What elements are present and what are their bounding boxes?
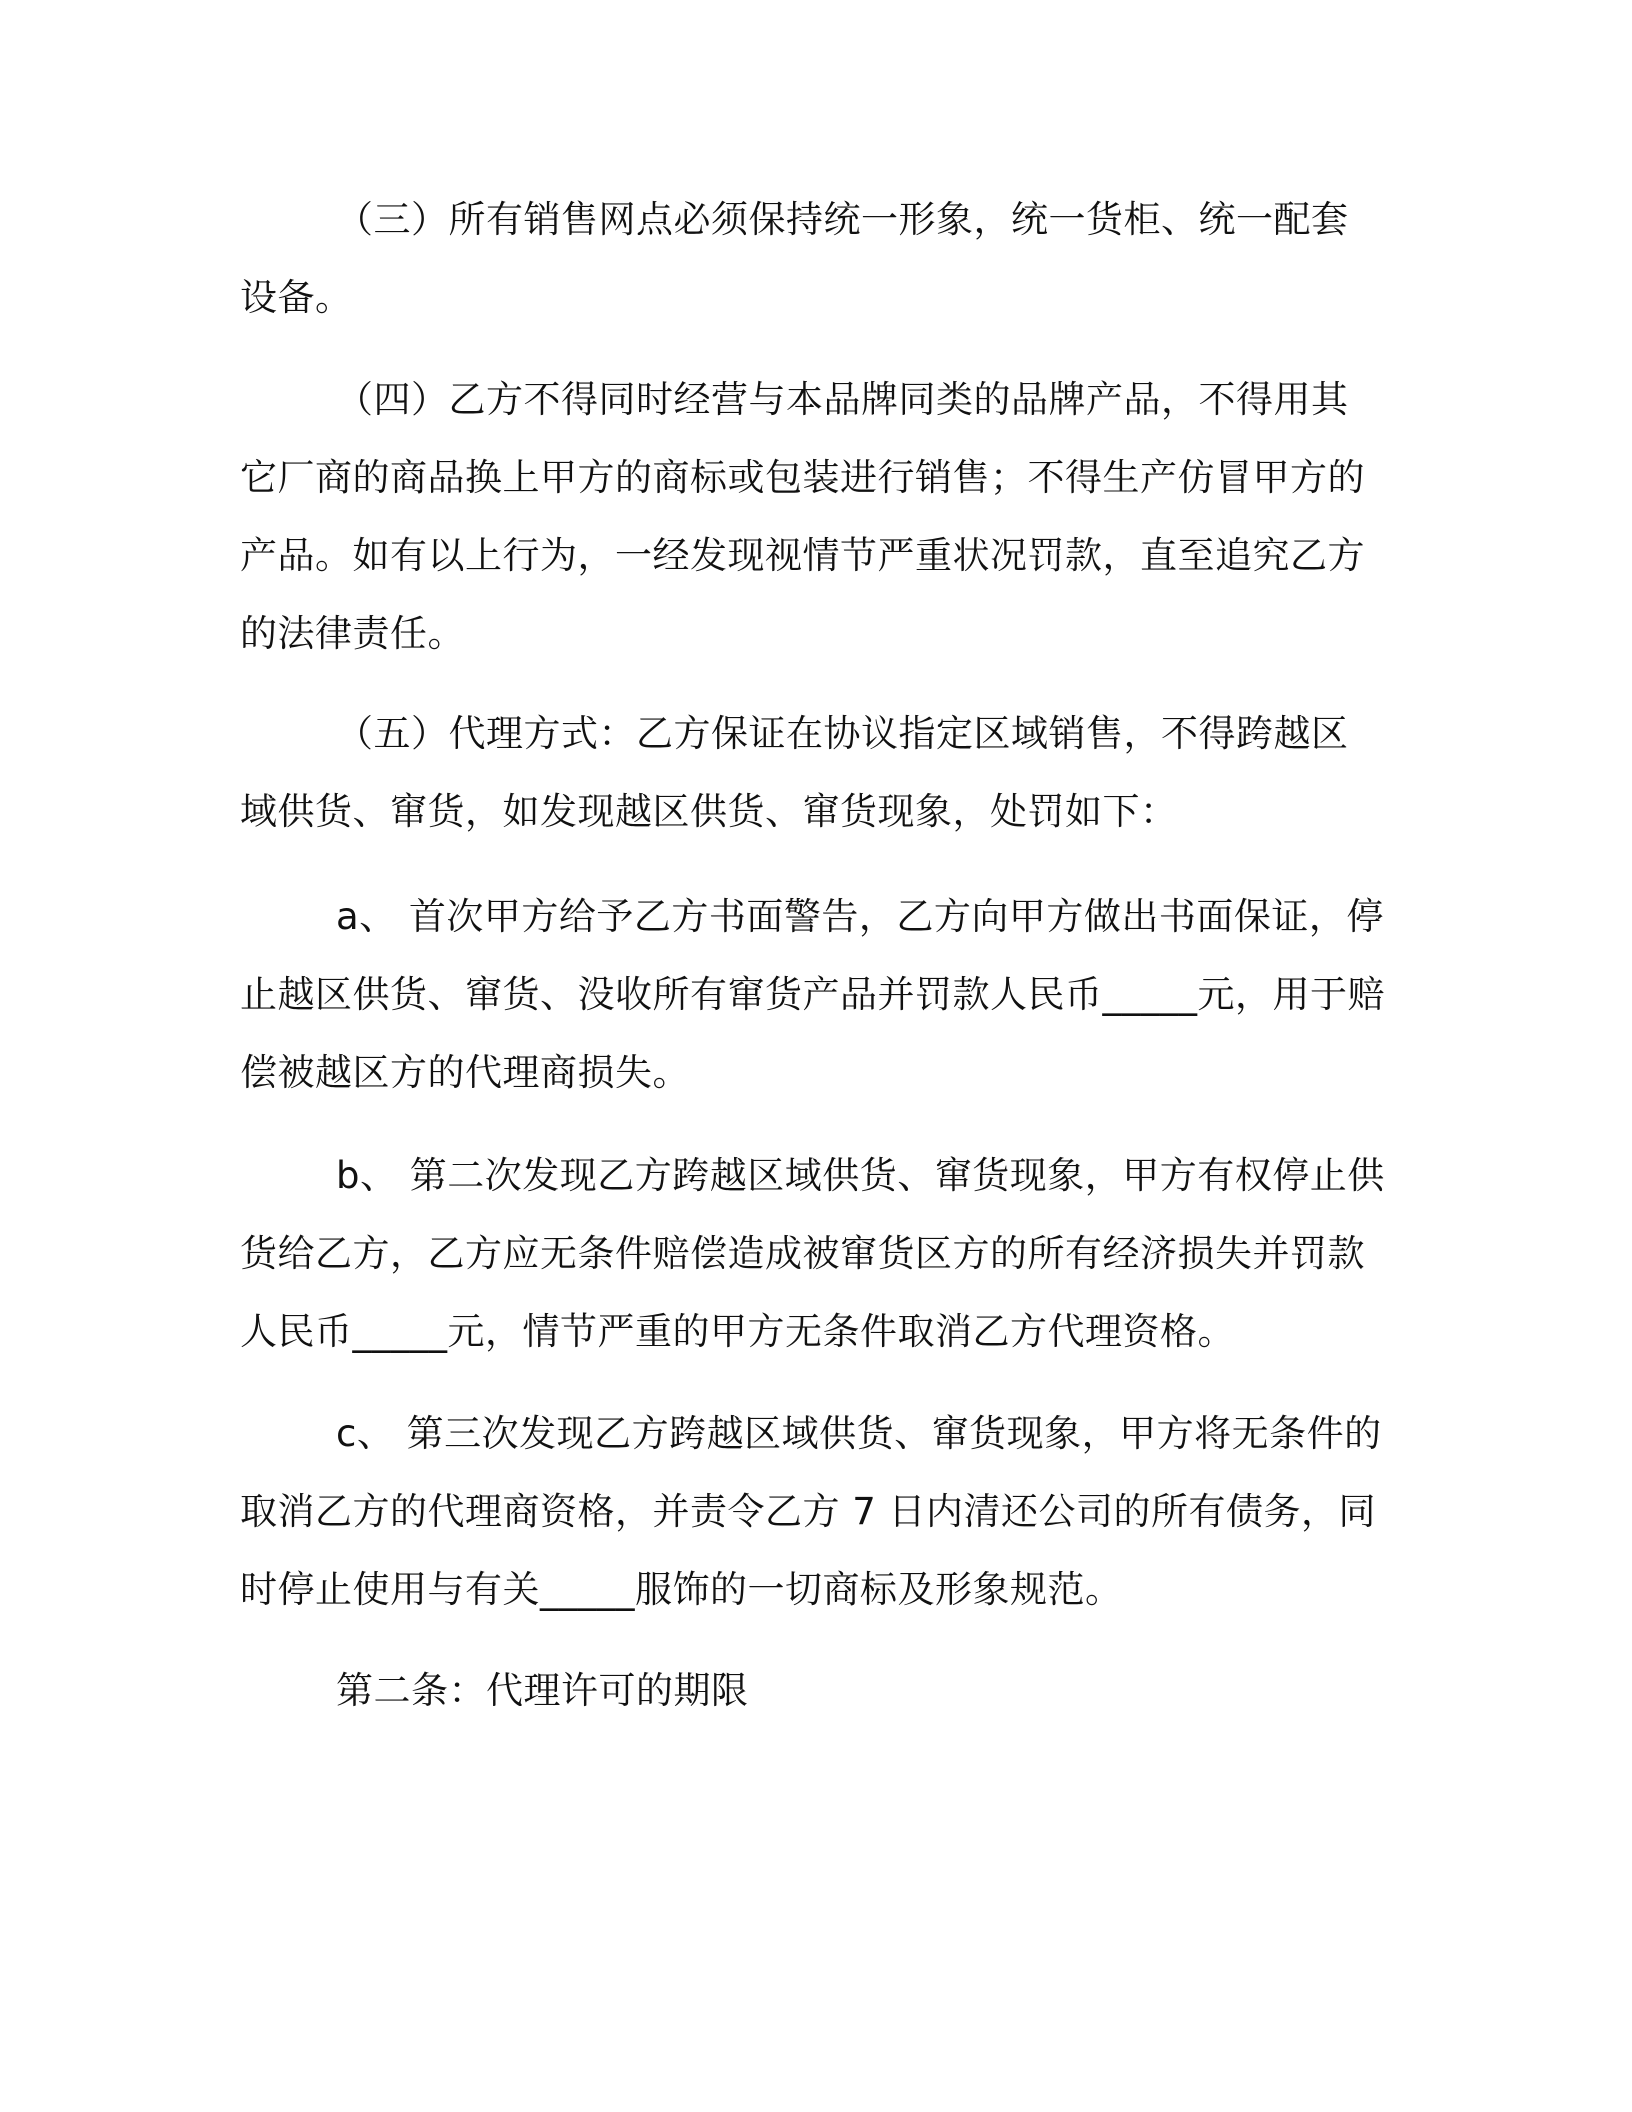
section-heading-article-2: 第二条：代理许可的期限 xyxy=(336,1669,749,1712)
paragraph-clause-5: （五）代理方式：乙方保证在协议指定区域销售，不得跨越区域供货、窜货，如发现越区供货、窜货现象，处罚如下： xyxy=(240,712,1349,833)
paragraph-clause-3: （三）所有销售网点必须保持统一形象，统一货柜、统一配套设备。 xyxy=(240,198,1349,319)
paragraph-penalty-a: a、 首次甲方给予乙方书面警告，乙方向甲方做出书面保证，停止越区供货、窜货、没收所有窜货产品并罚款人民币_____元，用于赔偿被越区方的代理商损失。 xyxy=(240,895,1385,1094)
paragraph-clause-4: （四）乙方不得同时经营与本品牌同类的品牌产品，不得用其它厂商的商品换上甲方的商标或包装进行销售；不得生产仿冒甲方的产品。如有以上行为，一经发现视情节严重状况罚款，直至追究乙方的法律责任。 xyxy=(240,378,1365,655)
paragraph-penalty-b: b、 第二次发现乙方跨越区域供货、窜货现象，甲方有权停止供货给乙方，乙方应无条件赔偿造成被窜货区方的所有经济损失并罚款人民币_____元，情节严重的甲方无条件取消乙方代理资格。 xyxy=(240,1154,1385,1353)
paragraph-penalty-c: c、 第三次发现乙方跨越区域供货、窜货现象，甲方将无条件的取消乙方的代理商资格，并责令乙方 7 日内清还公司的所有债务，同时停止使用与有关_____服饰的一切商标及形象规范。 xyxy=(240,1412,1382,1611)
